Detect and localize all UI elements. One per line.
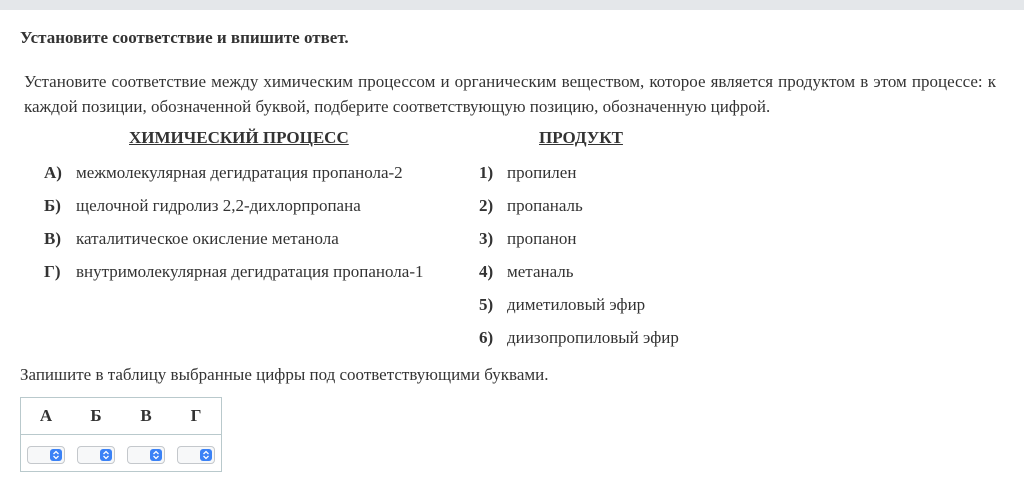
product-item: [479, 229, 576, 249]
product-text: пропаналь: [507, 196, 583, 215]
answer-header-b: Б: [71, 398, 121, 435]
process-item: [44, 163, 403, 183]
product-text: пропанон: [507, 229, 577, 248]
select-arrows-icon: [150, 449, 162, 461]
product-key: 3): [479, 229, 494, 248]
product-text: пропилен: [507, 163, 577, 182]
select-arrows-icon: [200, 449, 212, 461]
product-key: 5): [479, 295, 494, 314]
answer-header-g: Г: [171, 398, 222, 435]
product-text: метаналь: [507, 262, 574, 281]
product-key: 2): [479, 196, 494, 215]
process-text: внутримолекулярная дегидратация пропанола-1: [76, 262, 424, 281]
task-title: Установите соответствие и впишите ответ.: [20, 28, 349, 47]
answer-cell: [21, 435, 72, 472]
product-item: [479, 262, 574, 282]
process-text: каталитическое окисление метанола: [76, 229, 339, 248]
answer-cell: [121, 435, 171, 472]
process-key: Б): [44, 196, 61, 215]
product-key: 1): [479, 163, 494, 182]
process-key: В): [44, 229, 61, 248]
process-key: Г): [44, 262, 61, 281]
process-text: щелочной гидролиз 2,2-дихлорпропана: [76, 196, 361, 215]
answer-cell: [71, 435, 121, 472]
select-arrows-icon: [100, 449, 112, 461]
answer-select-g[interactable]: [177, 446, 215, 464]
product-item: [479, 295, 645, 315]
product-column-header: ПРОДУКТ: [539, 128, 623, 147]
process-item: [44, 229, 339, 249]
process-key: А): [44, 163, 62, 182]
product-key: 4): [479, 262, 494, 281]
product-text: диизопропиловый эфир: [507, 328, 679, 347]
task-statement: Установите соответствие между химическим процессом и органическим веществом, которое является продуктом в этом процессе: к каждой позиции, обозначенной буквой, подберите соответствующую позицию, обозначенную цифрой.: [24, 72, 996, 116]
product-item: [479, 196, 583, 216]
answer-select-v[interactable]: [127, 446, 165, 464]
process-item: [44, 262, 423, 282]
answer-select-a[interactable]: [27, 446, 65, 464]
answer-header-v: В: [121, 398, 171, 435]
process-column-header: ХИМИЧЕСКИЙ ПРОЦЕСС: [129, 128, 349, 147]
answer-select-b[interactable]: [77, 446, 115, 464]
product-item: [479, 163, 576, 183]
top-bar: [0, 0, 1024, 10]
product-text: диметиловый эфир: [507, 295, 646, 314]
product-item: [479, 328, 679, 348]
answer-header-a: А: [21, 398, 72, 435]
answer-cell: [171, 435, 222, 472]
product-key: 6): [479, 328, 494, 347]
process-text: межмолекулярная дегидратация пропанола-2: [76, 163, 403, 182]
process-item: [44, 196, 361, 216]
answer-table: [20, 397, 222, 472]
answer-instruction: Запишите в таблицу выбранные цифры под соответствующими буквами.: [20, 365, 549, 384]
select-arrows-icon: [50, 449, 62, 461]
